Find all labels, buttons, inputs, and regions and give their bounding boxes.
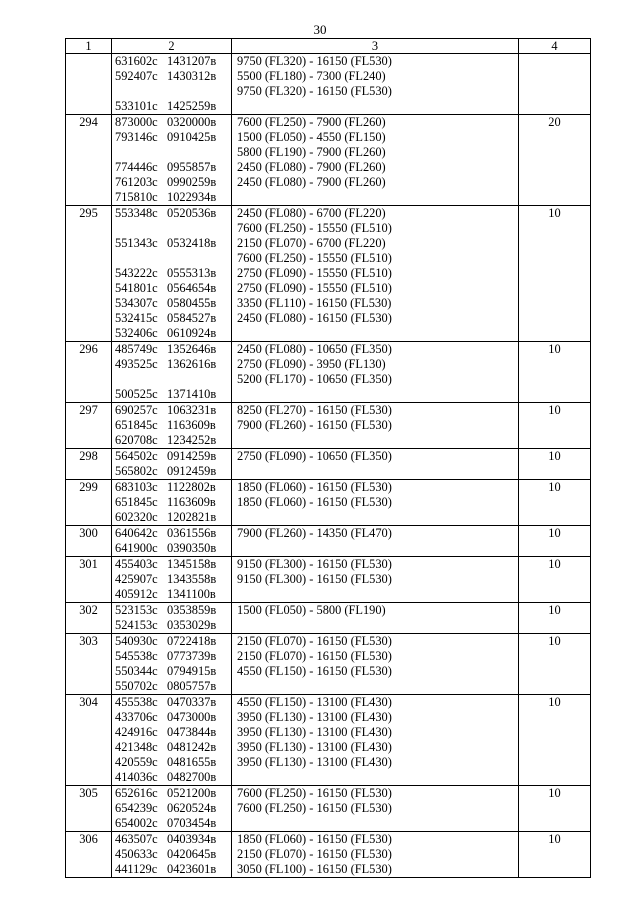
table-row bbox=[66, 115, 591, 206]
latitude-value: 545538с bbox=[115, 649, 158, 663]
coordinate-line bbox=[115, 847, 228, 862]
coordinate-line bbox=[115, 372, 228, 387]
zone-number-cell: 300 bbox=[66, 526, 112, 557]
coordinate-line bbox=[115, 449, 228, 464]
altitude-range bbox=[235, 679, 515, 694]
latitude-value: 420559с bbox=[115, 755, 158, 769]
longitude-value: 1430312в bbox=[167, 69, 217, 83]
coordinate-line bbox=[115, 464, 228, 479]
altitude-range: 4550 (FL150) - 16150 (FL530) bbox=[237, 664, 392, 678]
coordinate-line bbox=[115, 84, 228, 99]
latitude-value: 533101с bbox=[115, 99, 158, 113]
longitude-value: 0580455в bbox=[167, 296, 217, 310]
latitude-value: 715810с bbox=[115, 190, 158, 204]
latitude-value: 592407с bbox=[115, 69, 158, 83]
longitude-value: 0361556в bbox=[167, 526, 217, 540]
table-row bbox=[66, 480, 591, 526]
longitude-value: 0610924в bbox=[167, 326, 217, 340]
altitude-range: 3950 (FL130) - 13100 (FL430) bbox=[237, 710, 392, 724]
coordinate-line bbox=[115, 618, 228, 633]
coordinate-line bbox=[115, 281, 228, 296]
altitude-cell bbox=[232, 695, 519, 786]
longitude-value: 0990259в bbox=[167, 175, 217, 189]
longitude-value: 0320000в bbox=[167, 115, 217, 129]
altitude-range bbox=[235, 433, 515, 448]
latitude-value: 631602с bbox=[115, 54, 158, 68]
longitude-value: 0473844в bbox=[167, 725, 217, 739]
coordinates-cell bbox=[112, 526, 232, 557]
coordinate-line bbox=[115, 251, 228, 266]
column-header: 4 bbox=[519, 39, 591, 54]
latitude-value: 651845с bbox=[115, 495, 158, 509]
coordinate-line bbox=[115, 695, 228, 710]
coordinate-line bbox=[115, 145, 228, 160]
page-number: 30 bbox=[313, 22, 327, 37]
zone-number-cell: 299 bbox=[66, 480, 112, 526]
altitude-range: 7600 (FL250) - 15550 (FL510) bbox=[237, 221, 392, 235]
altitude-cell bbox=[232, 449, 519, 480]
longitude-value: 1362616в bbox=[167, 357, 217, 371]
table-row bbox=[66, 557, 591, 603]
column-header: 2 bbox=[112, 39, 232, 54]
latitude-value: 433706с bbox=[115, 710, 158, 724]
altitude-range bbox=[235, 99, 515, 114]
coordinate-line bbox=[115, 770, 228, 785]
coordinate-line bbox=[115, 740, 228, 755]
coordinate-line bbox=[115, 664, 228, 679]
category-cell: 10 bbox=[519, 526, 591, 557]
coordinates-cell bbox=[112, 115, 232, 206]
coordinate-line bbox=[115, 387, 228, 402]
altitude-range: 1850 (FL060) - 16150 (FL530) bbox=[237, 480, 392, 494]
latitude-value: 602320с bbox=[115, 510, 158, 524]
longitude-value: 0914259в bbox=[167, 449, 217, 463]
latitude-value: 485749с bbox=[115, 342, 158, 356]
latitude-value: 565802с bbox=[115, 464, 158, 478]
airspace-table bbox=[65, 38, 591, 878]
category-cell: 10 bbox=[519, 786, 591, 832]
zone-number-cell: 295 bbox=[66, 206, 112, 342]
coordinate-line bbox=[115, 587, 228, 602]
latitude-value: 550702с bbox=[115, 679, 158, 693]
longitude-value: 1341100в bbox=[167, 587, 216, 601]
coordinates-cell bbox=[112, 342, 232, 403]
column-header: 3 bbox=[232, 39, 519, 54]
latitude-value: 652616с bbox=[115, 786, 158, 800]
table-row bbox=[66, 786, 591, 832]
longitude-value: 1371410в bbox=[167, 387, 217, 401]
altitude-range bbox=[235, 770, 515, 785]
coordinates-cell bbox=[112, 403, 232, 449]
coordinates-cell bbox=[112, 557, 232, 603]
longitude-value: 0912459в bbox=[167, 464, 217, 478]
altitude-range: 2450 (FL080) - 7900 (FL260) bbox=[237, 175, 386, 189]
longitude-value: 1163609в bbox=[167, 495, 216, 509]
latitude-value: 690257с bbox=[115, 403, 158, 417]
coordinate-line bbox=[115, 160, 228, 175]
altitude-range bbox=[235, 587, 515, 602]
coordinate-line bbox=[115, 634, 228, 649]
altitude-range bbox=[235, 541, 515, 556]
category-cell: 10 bbox=[519, 603, 591, 634]
category-cell: 10 bbox=[519, 480, 591, 526]
latitude-value: 421348с bbox=[115, 740, 158, 754]
coordinate-line bbox=[115, 175, 228, 190]
zone-number-cell: 298 bbox=[66, 449, 112, 480]
coordinate-line bbox=[115, 816, 228, 831]
altitude-range: 2450 (FL080) - 6700 (FL220) bbox=[237, 206, 386, 220]
category-cell: 10 bbox=[519, 449, 591, 480]
coordinate-line bbox=[115, 832, 228, 847]
longitude-value: 0481242в bbox=[167, 740, 217, 754]
coordinate-line bbox=[115, 710, 228, 725]
coordinate-line bbox=[115, 115, 228, 130]
category-cell: 10 bbox=[519, 695, 591, 786]
category-cell: 10 bbox=[519, 403, 591, 449]
zone-number-cell: 301 bbox=[66, 557, 112, 603]
latitude-value: 450633с bbox=[115, 847, 158, 861]
latitude-value: 455538с bbox=[115, 695, 158, 709]
table-row bbox=[66, 403, 591, 449]
altitude-range bbox=[235, 387, 515, 402]
coordinate-line bbox=[115, 679, 228, 694]
latitude-value: 441129с bbox=[115, 862, 158, 876]
altitude-range: 2450 (FL080) - 10650 (FL350) bbox=[237, 342, 392, 356]
altitude-cell bbox=[232, 54, 519, 115]
coordinates-cell bbox=[112, 206, 232, 342]
coordinate-line bbox=[115, 418, 228, 433]
coordinate-line bbox=[115, 54, 228, 69]
longitude-value: 0703454в bbox=[167, 816, 217, 830]
coordinate-line bbox=[115, 296, 228, 311]
altitude-range bbox=[235, 510, 515, 525]
table-row bbox=[66, 634, 591, 695]
latitude-value: 424916с bbox=[115, 725, 158, 739]
latitude-value: 523153с bbox=[115, 603, 158, 617]
altitude-cell bbox=[232, 526, 519, 557]
coordinates-cell bbox=[112, 786, 232, 832]
coordinate-line bbox=[115, 311, 228, 326]
latitude-value: 793146с bbox=[115, 130, 158, 144]
longitude-value: 0473000в bbox=[167, 710, 217, 724]
latitude-value: 683103с bbox=[115, 480, 158, 494]
latitude-value: 551343с bbox=[115, 236, 158, 250]
category-cell bbox=[519, 54, 591, 115]
altitude-range: 2750 (FL090) - 3950 (FL130) bbox=[237, 357, 386, 371]
latitude-value: 564502с bbox=[115, 449, 158, 463]
category-cell: 10 bbox=[519, 342, 591, 403]
altitude-range: 3950 (FL130) - 13100 (FL430) bbox=[237, 740, 392, 754]
coordinate-line bbox=[115, 541, 228, 556]
latitude-value: 641900с bbox=[115, 541, 158, 555]
longitude-value: 0955857в bbox=[167, 160, 217, 174]
longitude-value: 1122802в bbox=[167, 480, 216, 494]
coordinate-line bbox=[115, 69, 228, 84]
latitude-value: 640642с bbox=[115, 526, 158, 540]
altitude-range: 3950 (FL130) - 13100 (FL430) bbox=[237, 755, 392, 769]
coordinate-line bbox=[115, 326, 228, 341]
zone-number-cell: 297 bbox=[66, 403, 112, 449]
category-cell: 10 bbox=[519, 634, 591, 695]
altitude-range: 7600 (FL250) - 7900 (FL260) bbox=[237, 115, 386, 129]
longitude-value: 0910425в bbox=[167, 130, 217, 144]
longitude-value: 0805757в bbox=[167, 679, 217, 693]
latitude-value: 493525с bbox=[115, 357, 158, 371]
longitude-value: 1352646в bbox=[167, 342, 217, 356]
coordinate-line bbox=[115, 342, 228, 357]
zone-number-cell: 304 bbox=[66, 695, 112, 786]
longitude-value: 0423601в bbox=[167, 862, 217, 876]
table-row bbox=[66, 526, 591, 557]
altitude-range: 9750 (FL320) - 16150 (FL530) bbox=[237, 54, 392, 68]
longitude-value: 0353029в bbox=[167, 618, 217, 632]
altitude-range: 7600 (FL250) - 16150 (FL530) bbox=[237, 786, 392, 800]
longitude-value: 0532418в bbox=[167, 236, 217, 250]
longitude-value: 0420645в bbox=[167, 847, 217, 861]
latitude-value: 414036с bbox=[115, 770, 158, 784]
altitude-range: 8250 (FL270) - 16150 (FL530) bbox=[237, 403, 392, 417]
altitude-range bbox=[235, 816, 515, 831]
altitude-range: 9150 (FL300) - 16150 (FL530) bbox=[237, 557, 392, 571]
longitude-value: 0773739в bbox=[167, 649, 217, 663]
altitude-range: 1850 (FL060) - 16150 (FL530) bbox=[237, 495, 392, 509]
altitude-range: 2750 (FL090) - 10650 (FL350) bbox=[237, 449, 392, 463]
coordinate-line bbox=[115, 236, 228, 251]
coordinate-line bbox=[115, 557, 228, 572]
coordinate-line bbox=[115, 572, 228, 587]
altitude-range: 7900 (FL260) - 14350 (FL470) bbox=[237, 526, 392, 540]
altitude-cell bbox=[232, 557, 519, 603]
latitude-value: 532406с bbox=[115, 326, 158, 340]
coordinate-line bbox=[115, 206, 228, 221]
altitude-range: 2750 (FL090) - 15550 (FL510) bbox=[237, 281, 392, 295]
altitude-cell bbox=[232, 832, 519, 878]
longitude-value: 0564654в bbox=[167, 281, 217, 295]
altitude-range: 7900 (FL260) - 16150 (FL530) bbox=[237, 418, 392, 432]
altitude-range bbox=[235, 464, 515, 479]
altitude-cell bbox=[232, 206, 519, 342]
longitude-value: 1022934в bbox=[167, 190, 217, 204]
latitude-value: 553348с bbox=[115, 206, 158, 220]
altitude-range bbox=[235, 618, 515, 633]
altitude-range: 3050 (FL100) - 16150 (FL530) bbox=[237, 862, 392, 876]
table-header-row bbox=[66, 39, 591, 54]
coordinates-cell bbox=[112, 480, 232, 526]
coordinate-line bbox=[115, 403, 228, 418]
altitude-cell bbox=[232, 342, 519, 403]
altitude-range: 9750 (FL320) - 16150 (FL530) bbox=[237, 84, 392, 98]
longitude-value: 1425259в bbox=[167, 99, 217, 113]
latitude-value: 543222с bbox=[115, 266, 158, 280]
longitude-value: 1063231в bbox=[167, 403, 217, 417]
latitude-value: 463507с bbox=[115, 832, 158, 846]
zone-number-cell: 302 bbox=[66, 603, 112, 634]
latitude-value: 654239с bbox=[115, 801, 158, 815]
coordinate-line bbox=[115, 755, 228, 770]
altitude-range: 2750 (FL090) - 15550 (FL510) bbox=[237, 266, 392, 280]
altitude-range: 2450 (FL080) - 16150 (FL530) bbox=[237, 311, 392, 325]
column-header: 1 bbox=[66, 39, 112, 54]
latitude-value: 873000с bbox=[115, 115, 158, 129]
table-body bbox=[66, 54, 591, 878]
altitude-cell bbox=[232, 480, 519, 526]
altitude-range: 5800 (FL190) - 7900 (FL260) bbox=[237, 145, 386, 159]
coordinates-cell bbox=[112, 832, 232, 878]
coordinate-line bbox=[115, 266, 228, 281]
coordinate-line bbox=[115, 603, 228, 618]
altitude-range: 1500 (FL050) - 4550 (FL150) bbox=[237, 130, 386, 144]
latitude-value: 500525с bbox=[115, 387, 158, 401]
longitude-value: 0584527в bbox=[167, 311, 217, 325]
longitude-value: 1345158в bbox=[167, 557, 217, 571]
coordinate-line bbox=[115, 130, 228, 145]
table-row bbox=[66, 603, 591, 634]
coordinate-line bbox=[115, 190, 228, 205]
category-cell: 10 bbox=[519, 832, 591, 878]
zone-number-cell: 294 bbox=[66, 115, 112, 206]
coordinate-line bbox=[115, 495, 228, 510]
altitude-range: 3350 (FL110) - 16150 (FL530) bbox=[237, 296, 392, 310]
longitude-value: 0555313в bbox=[167, 266, 217, 280]
coordinate-line bbox=[115, 221, 228, 236]
coordinate-line bbox=[115, 480, 228, 495]
table-row bbox=[66, 342, 591, 403]
coordinate-line bbox=[115, 526, 228, 541]
altitude-range: 5200 (FL170) - 10650 (FL350) bbox=[237, 372, 392, 386]
zone-number-cell bbox=[66, 54, 112, 115]
latitude-value: 425907с bbox=[115, 572, 158, 586]
longitude-value: 0390350в bbox=[167, 541, 217, 555]
latitude-value: 524153с bbox=[115, 618, 158, 632]
coordinate-line bbox=[115, 862, 228, 877]
altitude-cell bbox=[232, 634, 519, 695]
latitude-value: 532415с bbox=[115, 311, 158, 325]
latitude-value: 651845с bbox=[115, 418, 158, 432]
coordinate-line bbox=[115, 649, 228, 664]
altitude-range: 2450 (FL080) - 7900 (FL260) bbox=[237, 160, 386, 174]
latitude-value: 541801с bbox=[115, 281, 158, 295]
coordinates-cell bbox=[112, 54, 232, 115]
altitude-range: 2150 (FL070) - 16150 (FL530) bbox=[237, 649, 392, 663]
longitude-value: 0481655в bbox=[167, 755, 217, 769]
altitude-range: 3950 (FL130) - 13100 (FL430) bbox=[237, 725, 392, 739]
longitude-value: 0722418в bbox=[167, 634, 217, 648]
altitude-cell bbox=[232, 786, 519, 832]
altitude-range: 5500 (FL180) - 7300 (FL240) bbox=[237, 69, 386, 83]
table-row bbox=[66, 54, 591, 115]
category-cell: 10 bbox=[519, 206, 591, 342]
altitude-cell bbox=[232, 403, 519, 449]
longitude-value: 0794915в bbox=[167, 664, 217, 678]
longitude-value: 1163609в bbox=[167, 418, 216, 432]
altitude-range: 1850 (FL060) - 16150 (FL530) bbox=[237, 832, 392, 846]
latitude-value: 455403с bbox=[115, 557, 158, 571]
coordinates-cell bbox=[112, 449, 232, 480]
coordinates-cell bbox=[112, 634, 232, 695]
coordinate-line bbox=[115, 99, 228, 114]
altitude-range: 1500 (FL050) - 5800 (FL190) bbox=[237, 603, 386, 617]
altitude-range: 7600 (FL250) - 16150 (FL530) bbox=[237, 801, 392, 815]
latitude-value: 620708с bbox=[115, 433, 158, 447]
altitude-cell bbox=[232, 115, 519, 206]
coordinates-cell bbox=[112, 603, 232, 634]
latitude-value: 540930с bbox=[115, 634, 158, 648]
longitude-value: 1431207в bbox=[167, 54, 217, 68]
altitude-range: 9150 (FL300) - 16150 (FL530) bbox=[237, 572, 392, 586]
latitude-value: 405912с bbox=[115, 587, 158, 601]
longitude-value: 0470337в bbox=[167, 695, 217, 709]
zone-number-cell: 305 bbox=[66, 786, 112, 832]
latitude-value: 654002с bbox=[115, 816, 158, 830]
table-row bbox=[66, 206, 591, 342]
longitude-value: 1343558в bbox=[167, 572, 217, 586]
coordinate-line bbox=[115, 801, 228, 816]
longitude-value: 0620524в bbox=[167, 801, 217, 815]
longitude-value: 1234252в bbox=[167, 433, 217, 447]
altitude-range: 2150 (FL070) - 6700 (FL220) bbox=[237, 236, 386, 250]
coordinate-line bbox=[115, 786, 228, 801]
latitude-value: 550344с bbox=[115, 664, 158, 678]
longitude-value: 0403934в bbox=[167, 832, 217, 846]
altitude-range: 2150 (FL070) - 16150 (FL530) bbox=[237, 847, 392, 861]
altitude-cell bbox=[232, 603, 519, 634]
zone-number-cell: 306 bbox=[66, 832, 112, 878]
altitude-range: 4550 (FL150) - 13100 (FL430) bbox=[237, 695, 392, 709]
coordinate-line bbox=[115, 357, 228, 372]
zone-number-cell: 296 bbox=[66, 342, 112, 403]
coordinate-line bbox=[115, 510, 228, 525]
zone-number-cell: 303 bbox=[66, 634, 112, 695]
altitude-range bbox=[235, 190, 515, 205]
category-cell: 20 bbox=[519, 115, 591, 206]
altitude-range: 7600 (FL250) - 15550 (FL510) bbox=[237, 251, 392, 265]
latitude-value: 761203с bbox=[115, 175, 158, 189]
longitude-value: 0521200в bbox=[167, 786, 217, 800]
latitude-value: 534307с bbox=[115, 296, 158, 310]
category-cell: 10 bbox=[519, 557, 591, 603]
coordinate-line bbox=[115, 433, 228, 448]
table-row bbox=[66, 832, 591, 878]
longitude-value: 0353859в bbox=[167, 603, 217, 617]
coordinate-line bbox=[115, 725, 228, 740]
table-row bbox=[66, 695, 591, 786]
longitude-value: 1202821в bbox=[167, 510, 217, 524]
longitude-value: 0482700в bbox=[167, 770, 217, 784]
altitude-range bbox=[235, 326, 515, 341]
table-row bbox=[66, 449, 591, 480]
latitude-value: 774446с bbox=[115, 160, 158, 174]
altitude-range: 2150 (FL070) - 16150 (FL530) bbox=[237, 634, 392, 648]
longitude-value: 0520536в bbox=[167, 206, 217, 220]
coordinates-cell bbox=[112, 695, 232, 786]
